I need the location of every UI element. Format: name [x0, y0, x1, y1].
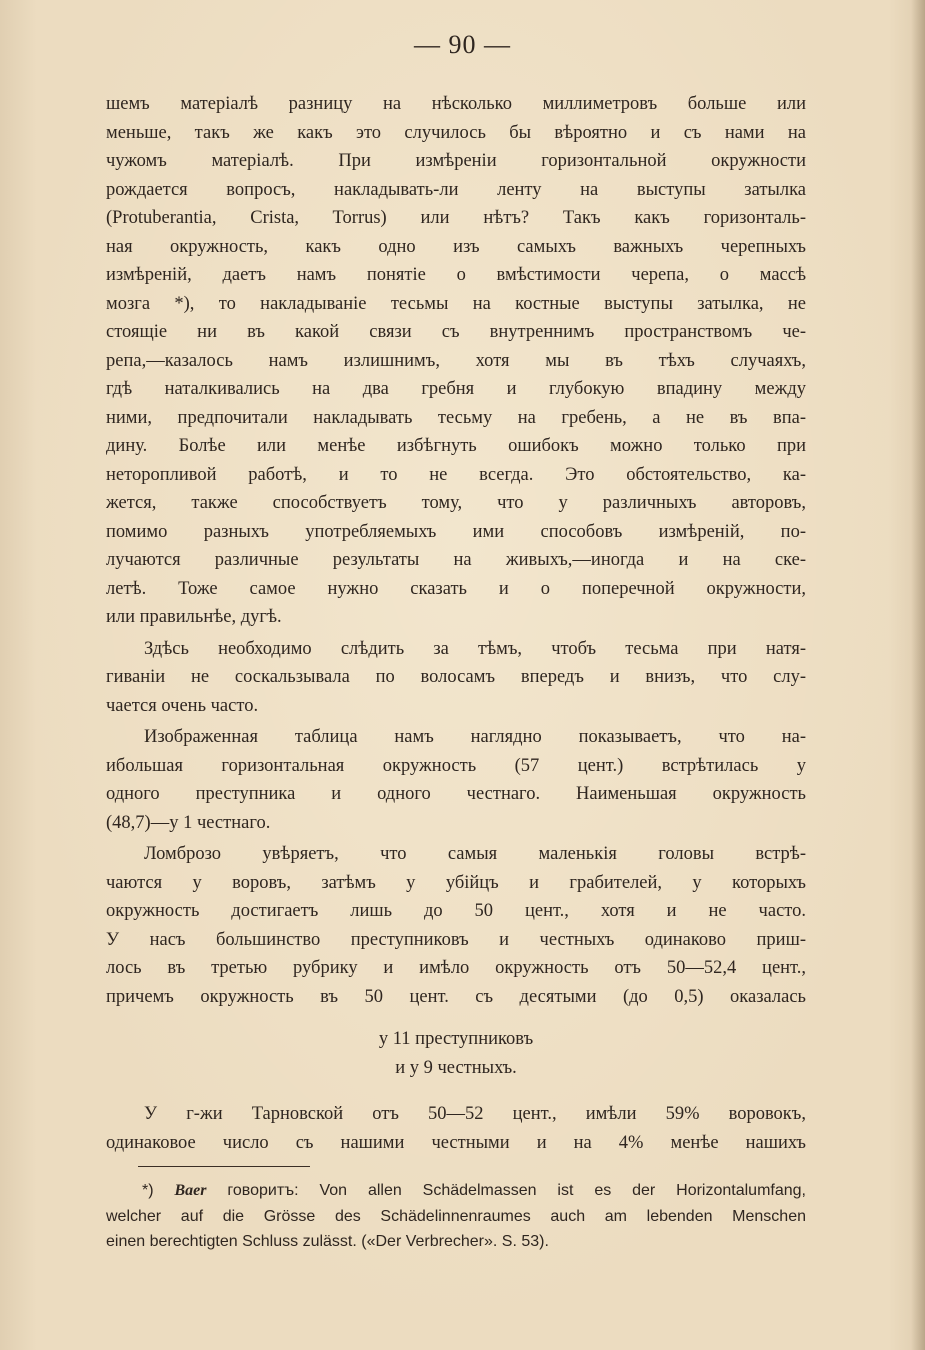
text-line: чается очень часто. [106, 695, 259, 716]
text-line: гдѣ наталкивались на два гребня и глубокую впадину между [106, 379, 806, 399]
centered-line: и у 9 честныхъ. [395, 1057, 517, 1078]
text-line: Ломброзо увѣряетъ, что самыя маленькія головы встрѣ- [144, 844, 806, 864]
page-number: — 90 — [414, 30, 511, 59]
text-line: ная окружность, какъ одно изъ самыхъ важныхъ черепныхъ [106, 236, 806, 257]
footnote-author: Baer [174, 1182, 207, 1199]
text-line: У г-жи Тарновской отъ 50—52 цент., имѣли 59% воровокъ, [144, 1104, 806, 1124]
text-line: гиваніи не соскальзывала по волосамъ впередъ и внизъ, что слу- [106, 667, 806, 687]
text-line: одинаковое число съ нашими честными и на 4% менѣе нашихъ [106, 1132, 806, 1153]
text-line: неторопливой работѣ, и то не всегда. Это обстоятельство, ка- [106, 464, 806, 485]
page-edge-shadow [911, 0, 925, 1350]
text-line: шемъ матеріалѣ разницу на нѣсколько миллиметровъ больше или [106, 94, 806, 114]
footnote-text: говоритъ: Von allen Schädelmassen ist es der Horizontalumfang, [227, 1182, 806, 1199]
text-line: или правильнѣе, дугѣ. [106, 607, 282, 627]
text-line: ибольшая горизонтальная окружность (57 цент.) встрѣтилась у [106, 755, 806, 776]
text-line: летѣ. Тоже самое нужно сказать и о поперечной окружности, [106, 578, 806, 599]
text-line: лучаются различные результаты на живыхъ,—иногда и на ске- [106, 550, 806, 570]
text-line: стоящіе ни въ какой связи съ внутреннимъ пространствомъ че- [106, 322, 806, 342]
text-line: ними, предпочитали накладывать тесьму на гребень, а не въ впа- [106, 407, 806, 428]
text-line: помимо разныхъ употребляемыхъ ими способовъ измѣреній, по- [106, 521, 806, 542]
text-line: причемъ окружность въ 50 цент. съ десятыми (до 0,5) оказалась [106, 986, 806, 1007]
text-line: мозга *), то накладываніе тесьмы на костные выступы затылка, не [106, 293, 806, 314]
footnote-line: einen berechtigten Schluss zulässt. («Der Verbrecher». S. 53). [106, 1233, 549, 1250]
footnote-line [106, 1178, 806, 1204]
text-line: меньше, такъ же какъ это случилось бы вѣроятно и съ нами на [106, 122, 806, 143]
text-line: У насъ большинство преступниковъ и честныхъ одинаково приш- [106, 929, 806, 950]
body-text [106, 90, 806, 1157]
text-line: жется, также способствуетъ тому, что у различныхъ авторовъ, [106, 493, 806, 513]
text-line: окружность достигаетъ лишь до 50 цент., хотя и не часто. [106, 901, 806, 921]
footnote-rule [138, 1166, 310, 1167]
footnote-line: welcher auf die Grösse des Schädelinnenraumes auch am lebenden Menschen [106, 1207, 806, 1225]
text-line: (48,7)—у 1 честнаго. [106, 812, 271, 833]
text-line: дину. Болѣе или менѣе избѣгнуть ошибокъ можно только при [106, 436, 806, 456]
footnote-marker: *) [142, 1182, 154, 1199]
text-line: одного преступника и одного честнаго. Наименьшая окружность [106, 784, 806, 804]
centered-line: у 11 преступниковъ [378, 1029, 534, 1049]
text-line: чужомъ матеріалѣ. При измѣреніи горизонтальной окружности [106, 151, 806, 171]
text-line: (Protuberantia, Crista, Torrus) или нѣтъ? Такъ какъ горизонталь- [106, 208, 806, 228]
text-line: лось въ третью рубрику и имѣло окружность отъ 50—52,4 цент., [106, 958, 806, 978]
text-line: Изображенная таблица намъ наглядно показываетъ, что на- [144, 727, 806, 747]
text-line: чаются у воровъ, затѣмъ у убійцъ и грабителей, у которыхъ [106, 872, 806, 893]
footnote [106, 1178, 806, 1255]
text-line: Здѣсь необходимо слѣдить за тѣмъ, чтобъ тесьма при натя- [144, 638, 806, 659]
text-line: измѣреній, даетъ намъ понятіе о вмѣстимости черепа, о массѣ [106, 265, 806, 285]
text-line: рождается вопросъ, накладывать-ли ленту на выступы затылка [106, 179, 806, 200]
text-line: репа,—казалось намъ излишнимъ, хотя мы въ тѣхъ случаяхъ, [106, 350, 806, 371]
